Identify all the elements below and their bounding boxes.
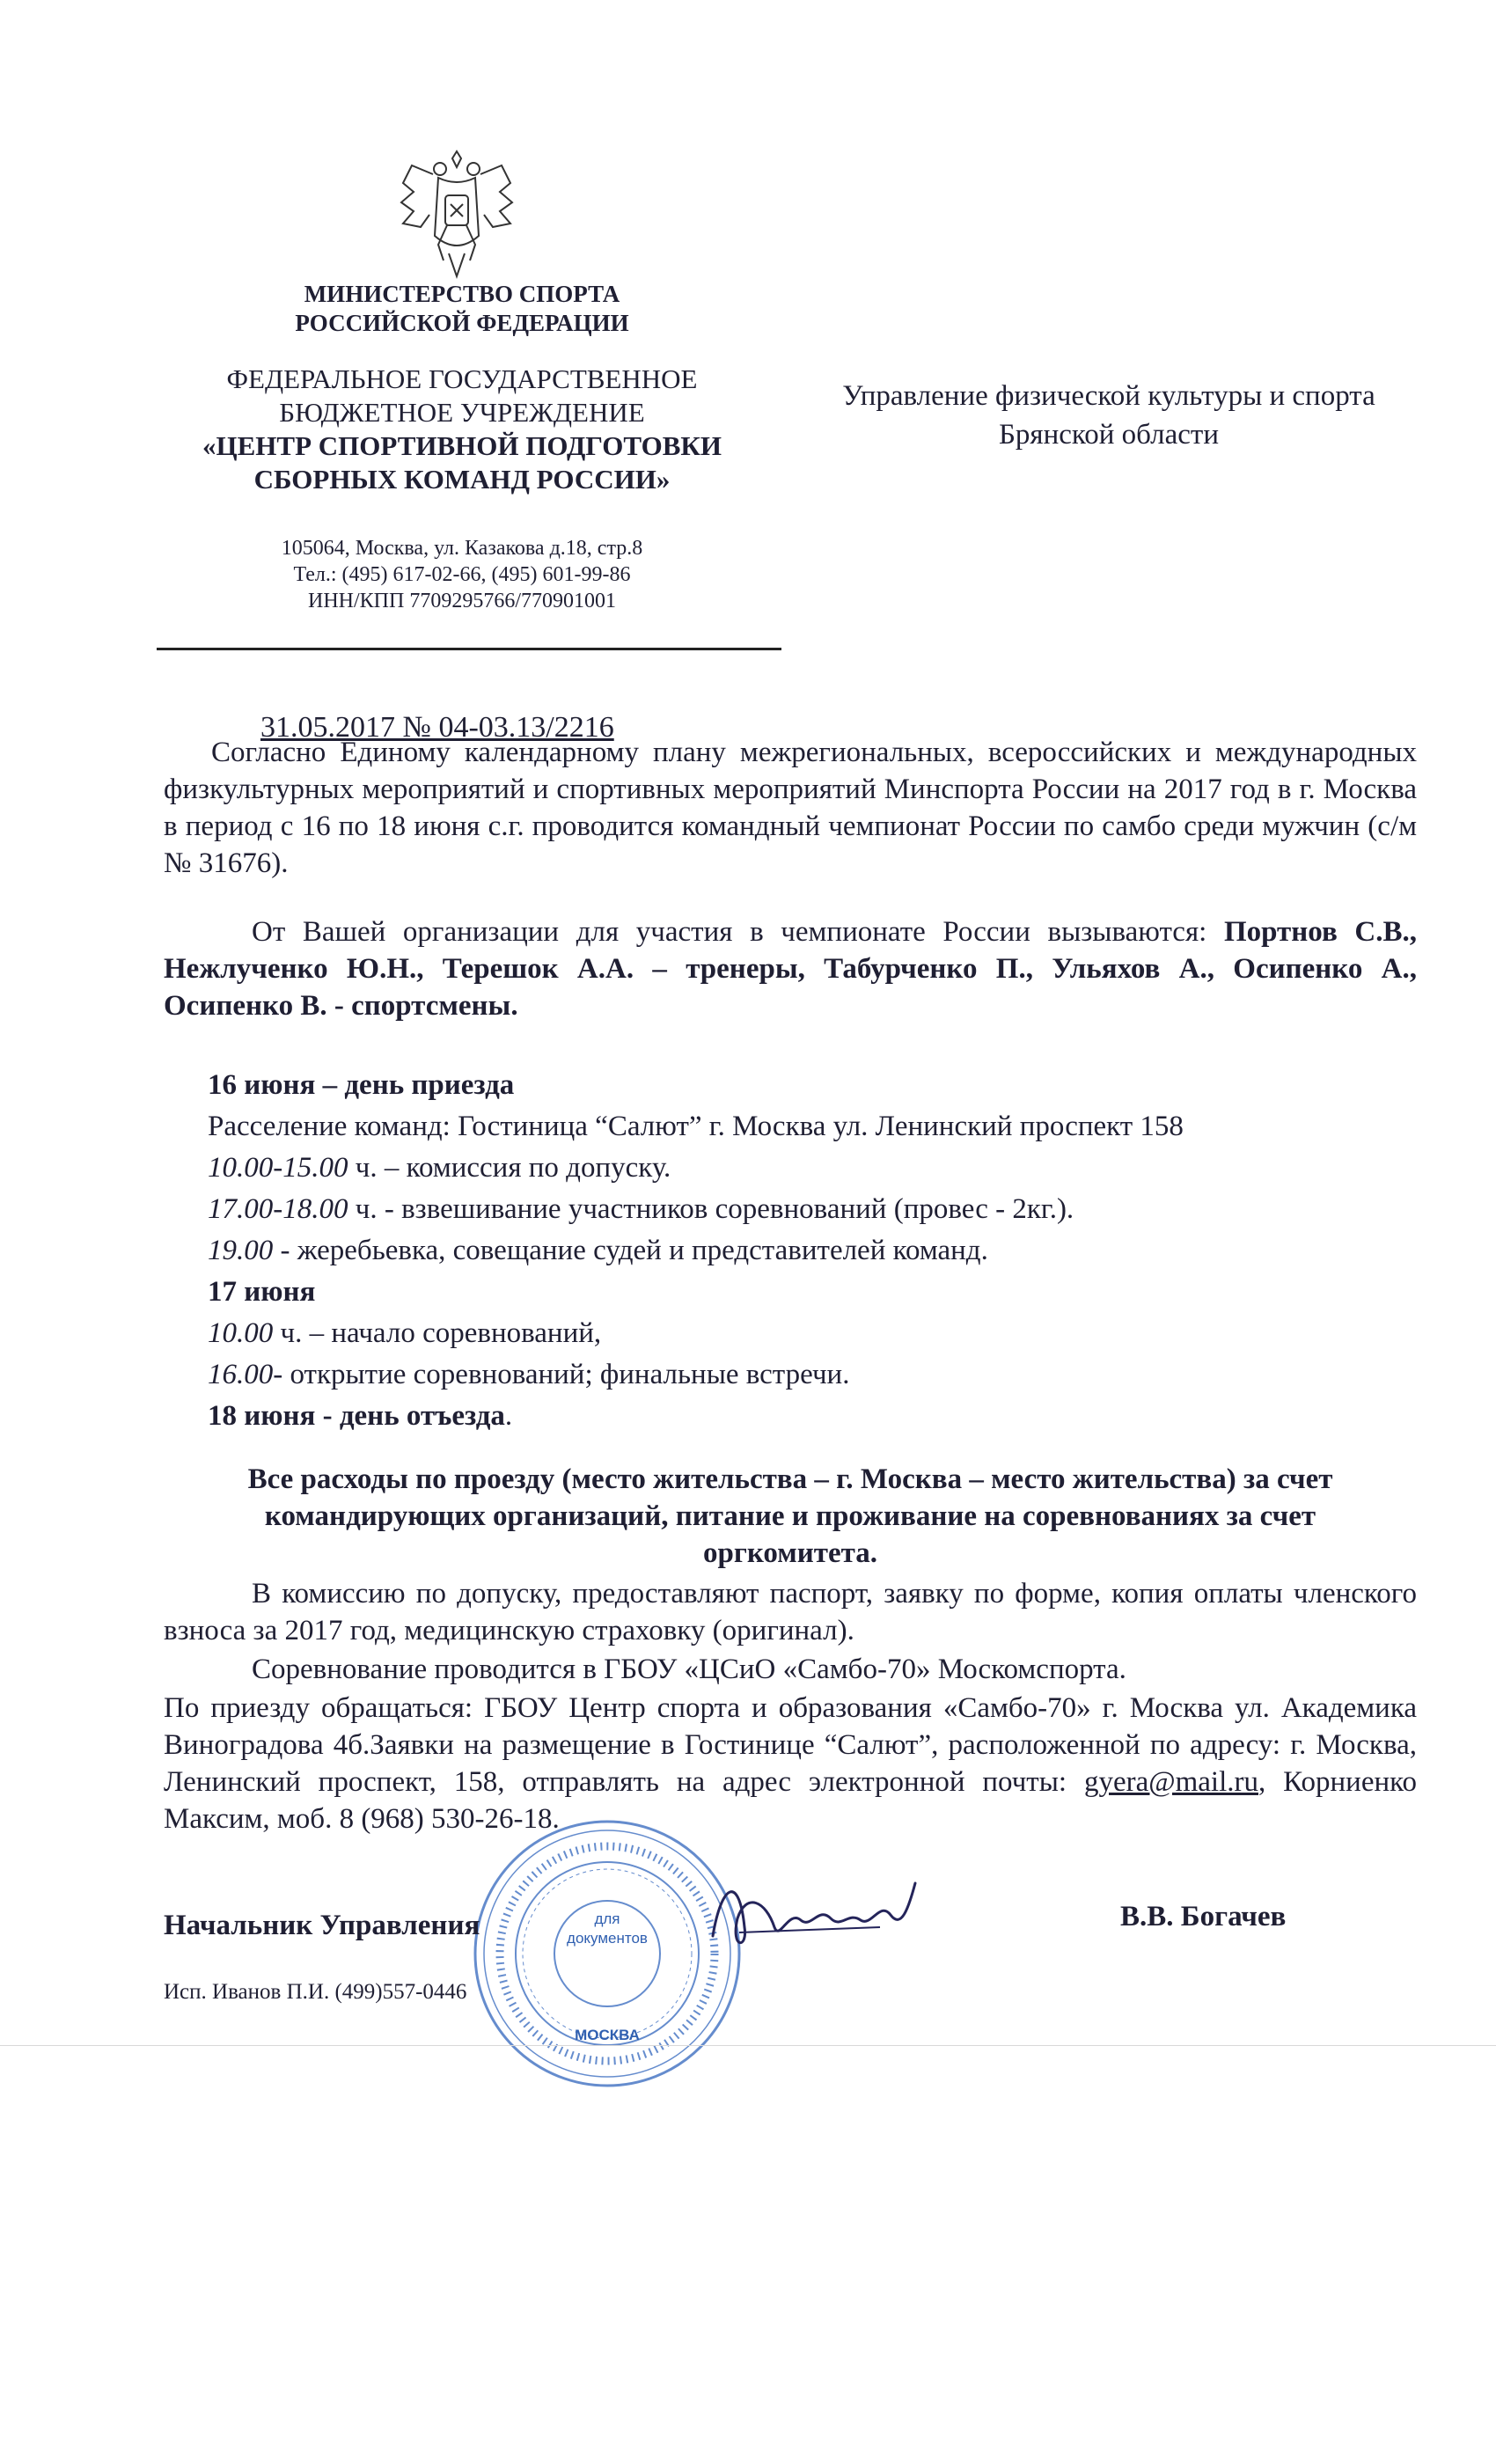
address-line-1: 105064, Москва, ул. Казакова д.18, стр.8	[281, 537, 643, 560]
scan-bottom-edge	[0, 2045, 1496, 2046]
costs-line-1: Все расходы по проезду (место жительства – г. Москва – место жительства) за счет	[247, 1463, 1333, 1495]
institution-line-1: ФЕДЕРАЛЬНОЕ ГОСУДАРСТВЕННОЕ	[226, 363, 698, 394]
schedule-item	[208, 1148, 1422, 1189]
reference-number: 31.05.2017 № 04-03.13/2216	[260, 711, 614, 744]
contacts-text: По приезду обращаться: ГБОУ Центр спорта и образования «Самбо-70» г. Москва ул. Академика Виноградова 4б.Заявки на размещение в Гостинице “Салют”, расположенной по адресу: г. Москва, Ленинский проспект, 158, отправлять на адрес электронной почты:	[164, 1692, 1417, 1798]
recipient-line-2: Брянской области	[998, 419, 1219, 451]
schedule-text: - открытие соревнований; финальные встречи.	[273, 1359, 850, 1390]
paragraph-documents: В комиссию по допуску, предоставляют паспорт, заявку по форме, копия оплаты членского взноса за 2017 год, медицинскую страховку (оригинал).	[164, 1578, 1417, 1646]
costs-notice	[164, 1461, 1417, 1572]
contact-email-link[interactable]: gyera@mail.ru	[1083, 1766, 1259, 1798]
schedule-time: 16.00	[208, 1359, 274, 1390]
signatory-title: Начальник Управления	[164, 1910, 480, 1941]
schedule-day-3-heading: 18 июня - день отъезда	[208, 1400, 505, 1432]
ministry-line-2: РОССИЙСКОЙ ФЕДЕРАЦИИ	[295, 310, 629, 336]
costs-line-3: оргкомитета.	[703, 1537, 877, 1569]
schedule-day-1-heading: 16 июня – день приезда	[208, 1069, 515, 1101]
participants-names: Портнов С.В., Нежлученко Ю.Н., Терешок А.А. – тренеры, Табурченко П., Ульяхов А., Осипенко А., Осипенко В. - спортсмены.	[164, 916, 1417, 1022]
schedule-item	[208, 1313, 1422, 1354]
seal-text	[558, 1910, 656, 2045]
schedule-day-3	[208, 1396, 1422, 1437]
schedule-item	[208, 1230, 1422, 1272]
schedule-text: ч. – комиссия по допуску.	[348, 1152, 671, 1184]
institution-line-3: «ЦЕНТР СПОРТИВНОЙ ПОДГОТОВКИ	[202, 430, 722, 461]
schedule-text: ч. – начало соревнований,	[273, 1317, 602, 1349]
paragraph-venue: Соревнование проводится в ГБОУ «ЦСиО «Самбо-70» Москомспорта.	[252, 1654, 1126, 1685]
handwritten-signature-icon	[704, 1866, 924, 1962]
double-headed-eagle-emblem-icon	[394, 148, 519, 280]
ministry-name	[150, 280, 774, 338]
schedule-text: - жеребьевка, совещание судей и представителей команд.	[273, 1235, 988, 1266]
paragraph-contacts	[164, 1690, 1417, 1837]
signatory-name: В.В. Богачев	[1120, 1901, 1287, 1932]
executor-line: Исп. Иванов П.И. (499)557-0446	[164, 1980, 467, 2004]
schedule-day-2-heading: 17 июня	[208, 1276, 316, 1308]
institution-name	[150, 363, 774, 496]
seal-line-1: для	[594, 1910, 620, 1927]
header-divider	[157, 648, 781, 650]
institution-address	[150, 535, 774, 614]
ministry-line-1: МИНИСТЕРСТВО СПОРТА	[304, 281, 620, 307]
address-line-2: Тел.: (495) 617-02-66, (495) 601-99-86	[293, 563, 631, 586]
seal-line-2: документов	[567, 1930, 648, 1947]
recipient	[792, 377, 1426, 454]
seal-bottom-text: МОСКВА	[575, 2027, 640, 2043]
schedule-item	[208, 1354, 1422, 1396]
institution-line-4: СБОРНЫХ КОМАНД РОССИИ»	[253, 464, 671, 495]
schedule	[208, 1065, 1422, 1437]
participants-lead: От Вашей организации для участия в чемпионате России вызываются:	[252, 916, 1224, 948]
schedule-time: 10.00	[208, 1317, 274, 1349]
schedule-time: 19.00	[208, 1235, 274, 1266]
schedule-text: ч. - взвешивание участников соревнований (провес - 2кг.).	[348, 1193, 1074, 1225]
institution-line-2: БЮДЖЕТНОЕ УЧРЕЖДЕНИЕ	[279, 397, 645, 428]
schedule-time: 17.00-18.00	[208, 1193, 348, 1225]
schedule-item	[208, 1189, 1422, 1230]
recipient-line-1: Управление физической культуры и спорта	[842, 380, 1375, 412]
address-line-3: ИНН/КПП 7709295766/770901001	[307, 590, 616, 612]
paragraph-participants	[164, 913, 1417, 1024]
schedule-day-3-suffix: .	[504, 1400, 513, 1432]
schedule-time: 10.00-15.00	[208, 1152, 348, 1184]
schedule-lodging: Расселение команд: Гостиница “Салют” г. Москва ул. Ленинский проспект 158	[208, 1111, 1184, 1142]
paragraph-intro: Согласно Единому календарному плану межрегиональных, всероссийских и международных физкультурных мероприятий и спортивных мероприятий Минспорта России на 2017 год в г. Москва в период с 16 по 18 июня с.г. проводится командный чемпионат России по самбо среди мужчин (с/м № 31676).	[164, 737, 1417, 879]
contacts-tail: , Корниенко Максим, моб. 8 (968) 530-26-18.	[164, 1766, 1417, 1835]
costs-line-2: командирующих организаций, питание и проживание на соревнованиях за счет	[264, 1500, 1316, 1532]
